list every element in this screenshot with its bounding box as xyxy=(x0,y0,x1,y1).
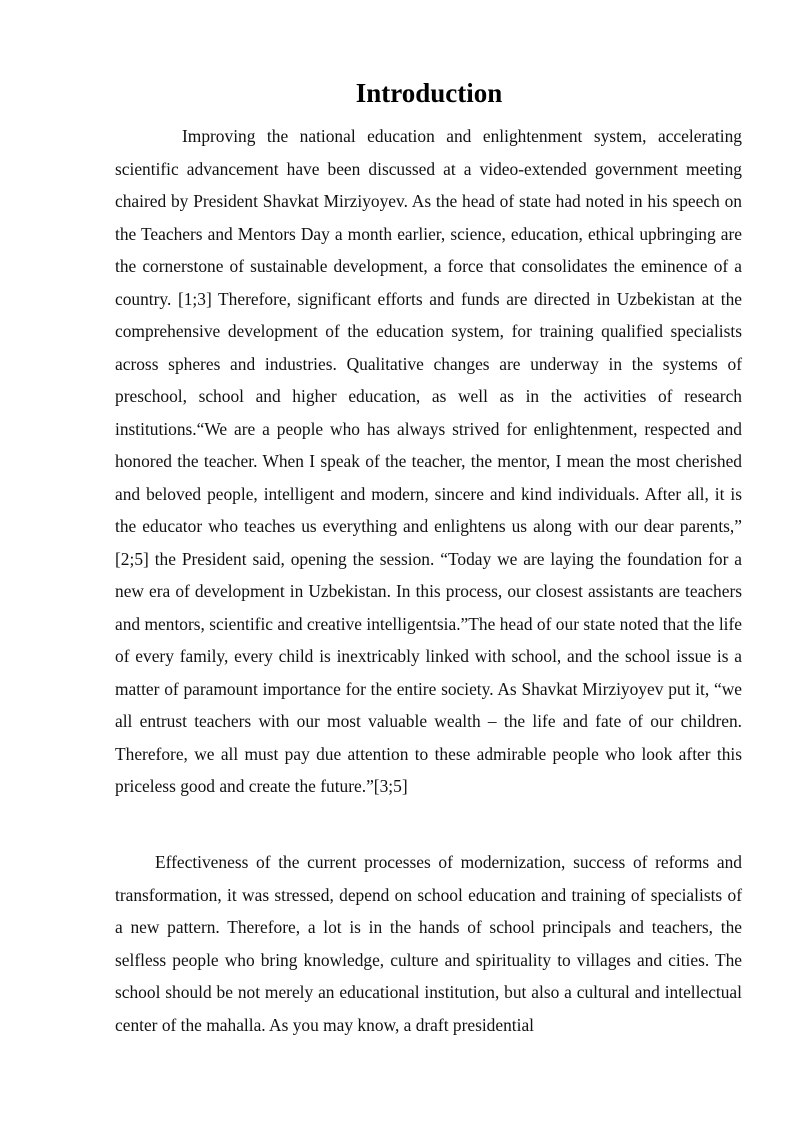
paragraph-1: Improving the national education and enlightenment system, accelerating scientific advancement have been discussed at a video-extended government meeting chaired by President Shavkat Mirziyoyev. As the head of state had noted in his speech on the Teachers and Mentors Day a month earlier, science, education, ethical upbringing are the cornerstone of sustainable development, a force that consolidates the eminence of a country. [1;3] Therefore, significant efforts and funds are directed in Uzbekistan at the comprehensive development of the education system, for training qualified specialists across spheres and industries. Qualitative changes are underway in the systems of preschool, school and higher education, as well as in the activities of research institutions.“We are a people who has always strived for enlightenment, respected and honored the teacher. When I speak of the teacher, the mentor, I mean the most cherished and beloved people, intelligent and modern, sincere and kind individuals. After all, it is the educator who teaches us everything and enlightens us along with our dear parents,” [2;5] the President said, opening the session. “Today we are laying the foundation for a new era of development in Uzbekistan. In this process, our closest assistants are teachers and mentors, scientific and creative intelligentsia.”The head of our state noted that the life of every family, every child is inextricably linked with school, and the school issue is a matter of paramount importance for the entire society. As Shavkat Mirziyoyev put it, “we all entrust teachers with our most valuable wealth – the life and fate of our children. Therefore, we all must pay due attention to these admirable people who look after this priceless good and create the future.”[3;5] xyxy=(115,126,742,796)
page-title: Introduction xyxy=(355,78,503,108)
paragraph-2: Effectiveness of the current processes of modernization, success of reforms and transformation, it was stressed, depend on school education and training of specialists of a new pattern. Therefore, a lot is in the hands of school principals and teachers, the selfless people who bring knowledge, culture and spirituality to villages and cities. The school should be not merely an educational institution, but also a cultural and intellectual center of the mahalla. As you may know, a draft presidential xyxy=(115,852,742,1035)
